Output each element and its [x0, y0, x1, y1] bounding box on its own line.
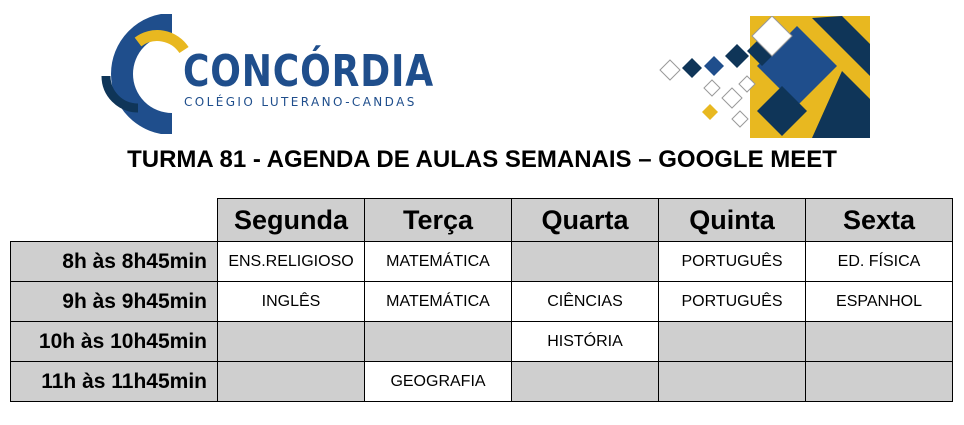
time-slot: 11h às 11h45min — [11, 362, 218, 402]
class-cell — [659, 322, 806, 362]
table-row — [11, 242, 953, 282]
time-slot: 10h às 10h45min — [11, 322, 218, 362]
class-cell: ED. FÍSICA — [806, 242, 953, 282]
class-cell: GEOGRAFIA — [365, 362, 512, 402]
day-header: Sexta — [806, 199, 953, 242]
class-cell — [218, 362, 365, 402]
brand-name: CONCÓRDIA — [183, 46, 434, 97]
class-cell — [806, 362, 953, 402]
time-slot: 9h às 9h45min — [11, 282, 218, 322]
table-row — [11, 362, 953, 402]
schedule-table — [10, 198, 953, 402]
class-cell: ENS.RELIGIOSO — [218, 242, 365, 282]
page-title: TURMA 81 - AGENDA DE AULAS SEMANAIS – GOOGLE MEET — [127, 146, 837, 173]
day-header: Quarta — [512, 199, 659, 242]
class-cell: PORTUGUÊS — [659, 242, 806, 282]
class-cell: CIÊNCIAS — [512, 282, 659, 322]
time-slot: 8h às 8h45min — [11, 242, 218, 282]
day-header: Quinta — [659, 199, 806, 242]
class-cell: ESPANHOL — [806, 282, 953, 322]
table-row — [11, 282, 953, 322]
corner-cell — [11, 199, 218, 242]
class-cell: HISTÓRIA — [512, 322, 659, 362]
day-header: Terça — [365, 199, 512, 242]
class-cell: PORTUGUÊS — [659, 282, 806, 322]
class-cell — [659, 362, 806, 402]
day-header: Segunda — [218, 199, 365, 242]
header-row — [11, 199, 953, 242]
class-cell — [512, 242, 659, 282]
class-cell — [365, 322, 512, 362]
class-cell — [218, 322, 365, 362]
table-row — [11, 322, 953, 362]
brand-subtitle: COLÉGIO LUTERANO-CANDAS — [184, 95, 417, 109]
class-cell — [512, 362, 659, 402]
class-cell: MATEMÁTICA — [365, 282, 512, 322]
class-cell — [806, 322, 953, 362]
class-cell: INGLÊS — [218, 282, 365, 322]
decorative-diamonds — [652, 16, 870, 138]
class-cell: MATEMÁTICA — [365, 242, 512, 282]
